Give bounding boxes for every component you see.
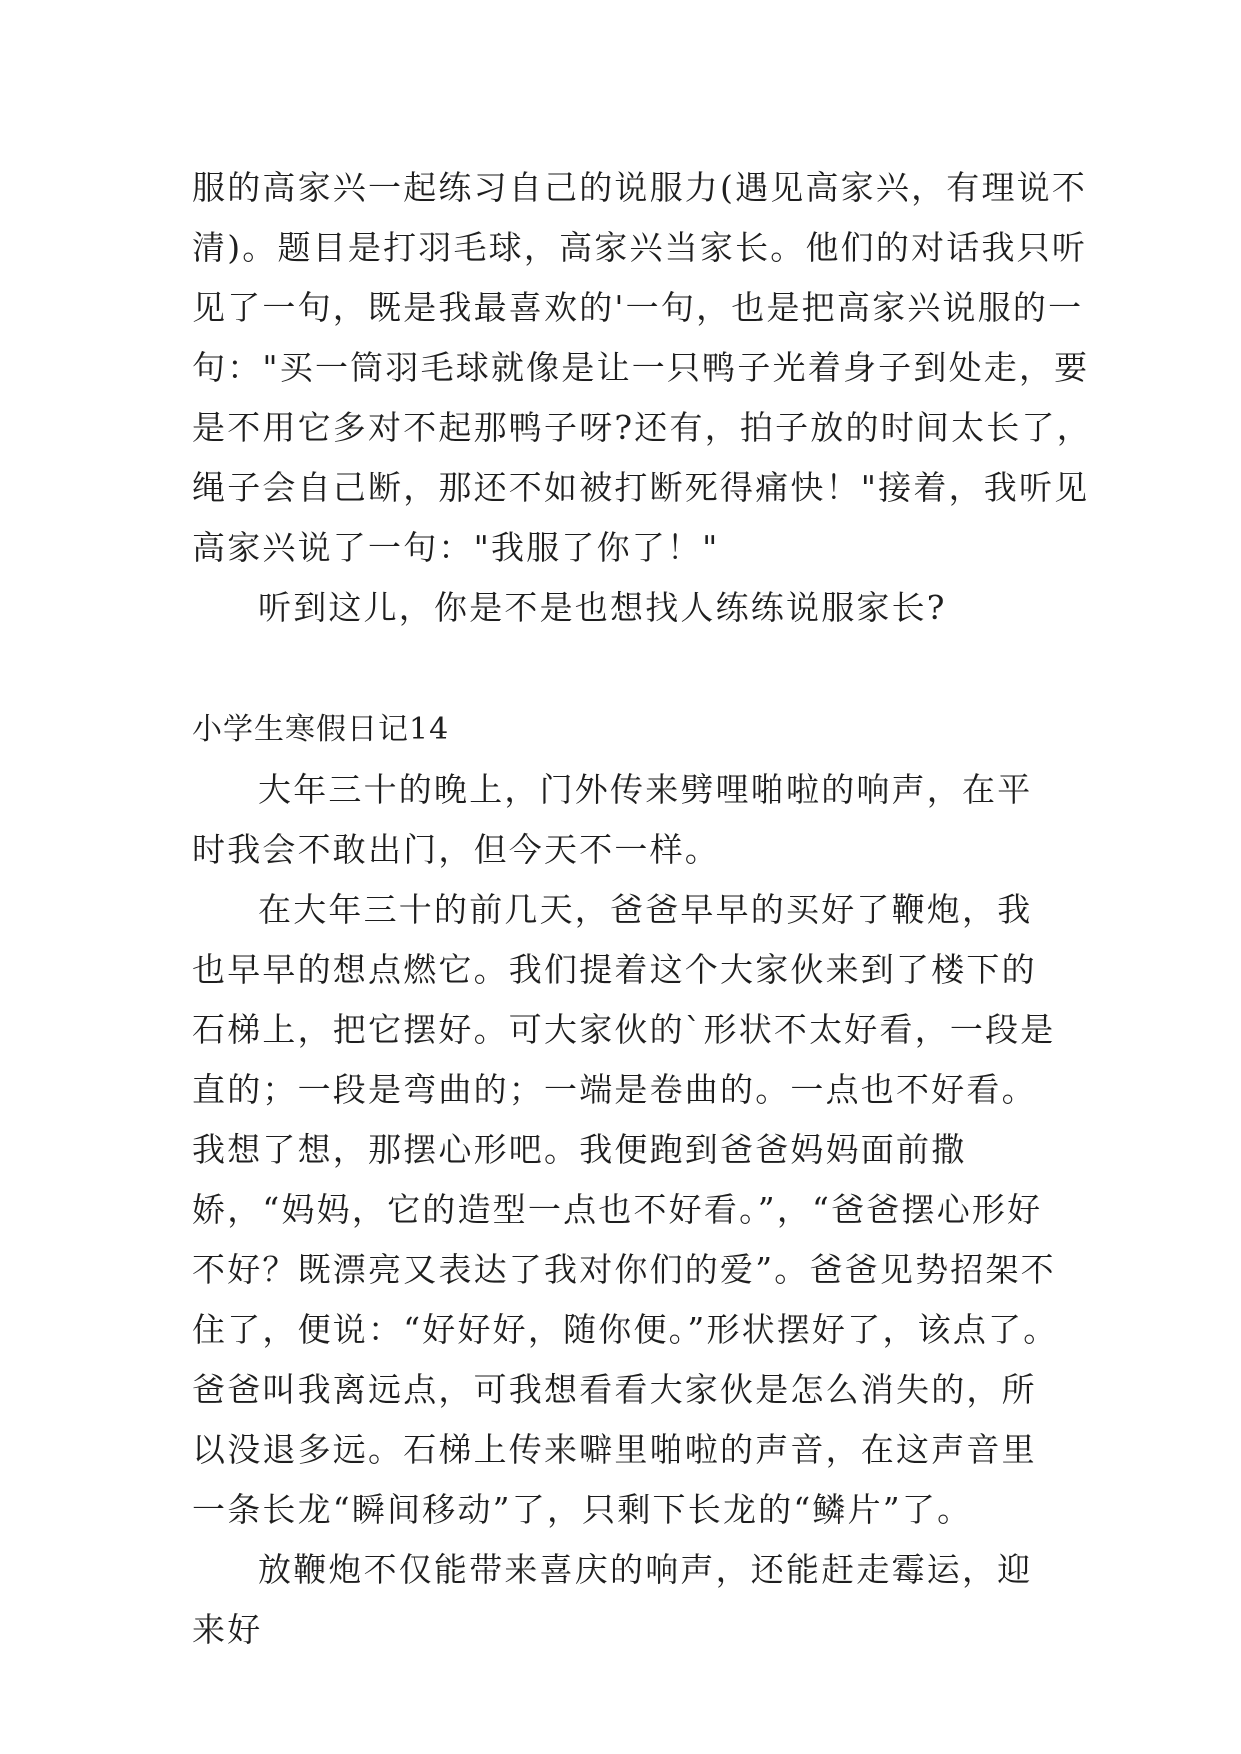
text-line: 见了一句，既是我最喜欢的'一句，也是把高家兴说服的一	[192, 288, 1084, 327]
section-heading: 小学生寒假日记14	[192, 712, 450, 747]
text-line: 句："买一筒羽毛球就像是让一只鸭子光着身子到处走，要	[192, 348, 1090, 387]
document-body	[192, 158, 1092, 1660]
text-line: 高家兴说了一句："我服了你了！"	[192, 528, 720, 567]
text-line: 服的高家兴一起练习自己的说服力(遇见高家兴，有理说不	[192, 168, 1088, 207]
paragraph: 在大年三十的前几天，爸爸早早的买好了鞭炮，我也早早的想点燃它。我们提着这个大家伙来到了楼下的石梯上，把它摆好。可大家伙的`形状不太好看，一段是直的；一段是弯曲的；一端是卷曲的。一点也不好看。我想了想，那摆心形吧。我便跑到爸爸妈妈面前撒娇，“妈妈，它的造型一点也不好看。”，“爸爸摆心形好不好？既漂亮又表达了我对你们的爱”。爸爸见势招架不住了，便说：“好好好，随你便。”形状摆好了，该点了。爸爸叫我离远点，可我想看看大家伙是怎么消失的，所以没退多远。石梯上传来噼里啪啦的声音，在这声音里一条长龙“瞬间移动”了，只剩下长龙的“鳞片”了。	[192, 890, 1059, 1529]
text-line: 清)。题目是打羽毛球，高家兴当家长。他们的对话我只听	[192, 228, 1088, 267]
text-line: 是不用它多对不起那鸭子呀?还有，拍子放的时间太长了，	[192, 408, 1092, 447]
paragraph: 听到这儿，你是不是也想找人练练说服家长?	[258, 588, 947, 627]
paragraph: 放鞭炮不仅能带来喜庆的响声，还能赶走霉运，迎来好	[192, 1550, 1033, 1649]
paragraph: 大年三十的晚上，门外传来劈哩啪啦的响声，在平时我会不敢出门，但今天不一样。	[192, 770, 1033, 869]
text-line: 绳子会自己断，那还不如被打断死得痛快！"接着，我听见	[192, 468, 1090, 507]
